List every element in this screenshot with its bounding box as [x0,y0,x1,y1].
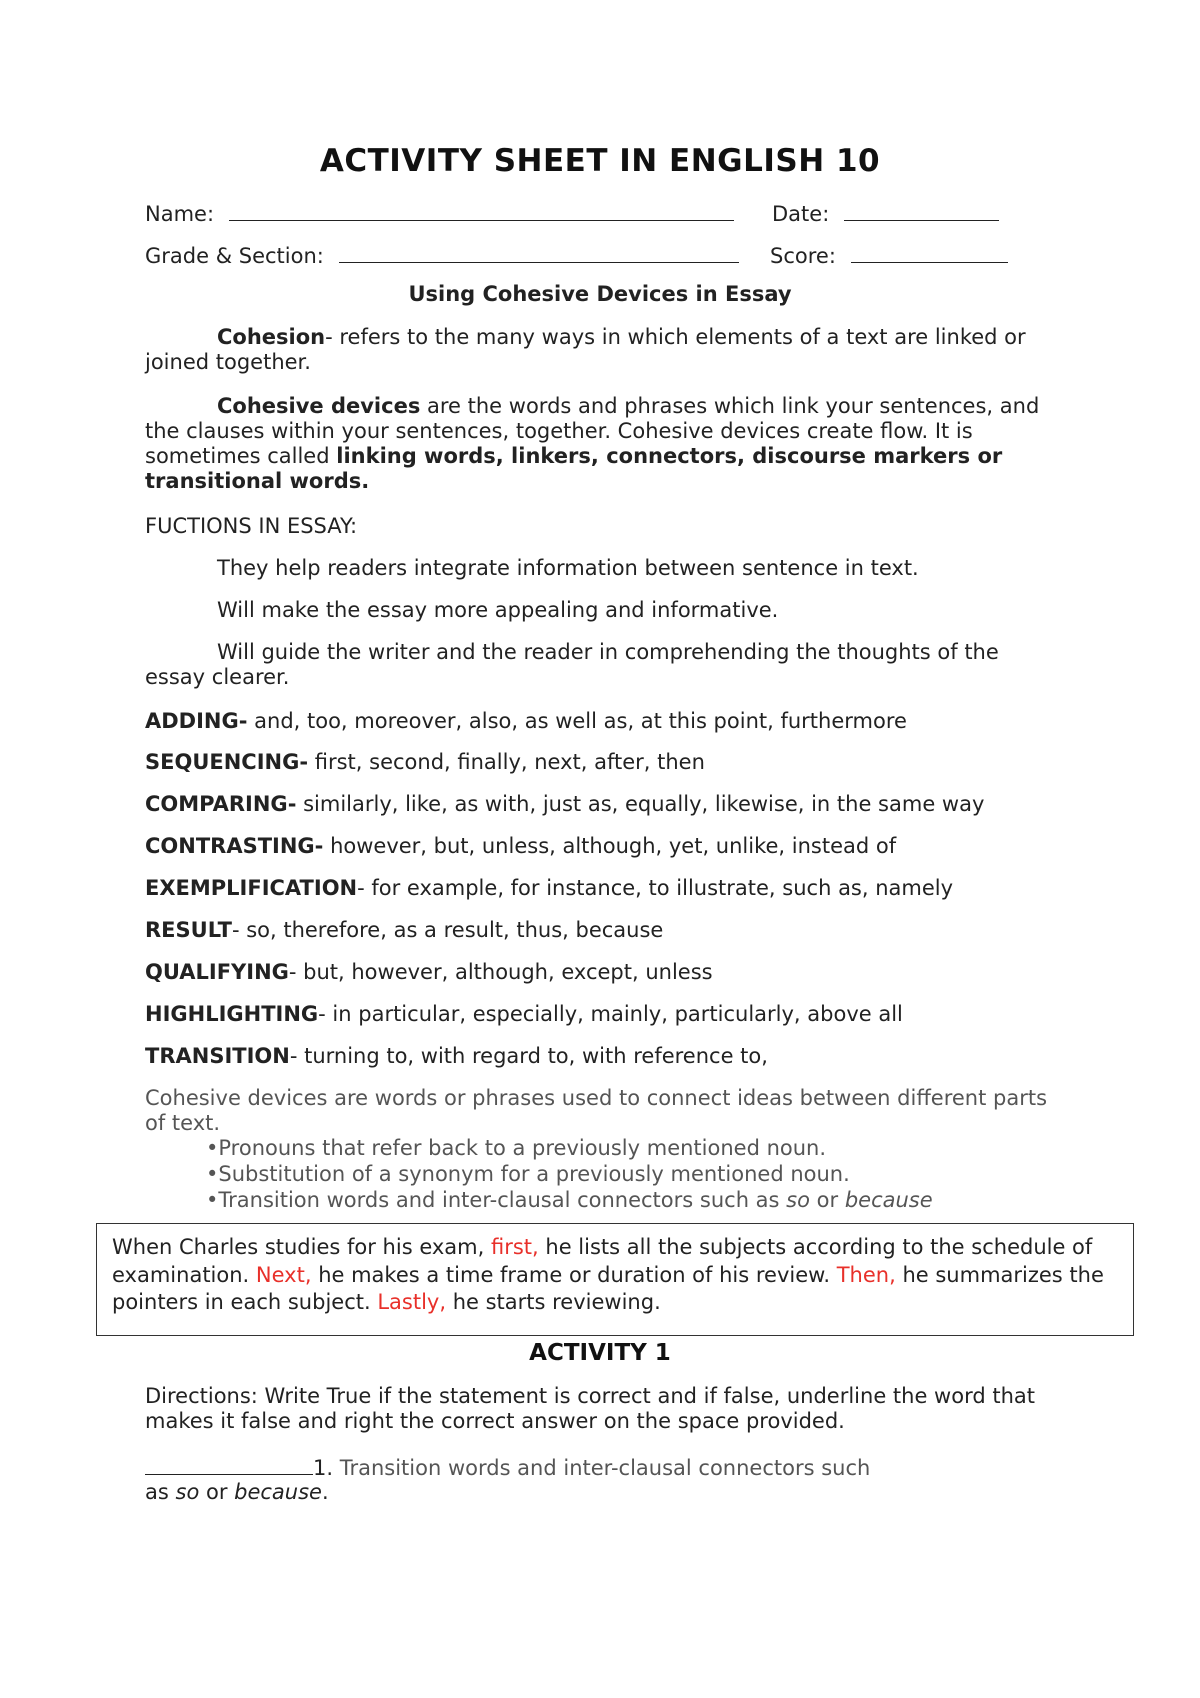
summary-bullet [206,1162,850,1186]
transition-word: Next, [255,1262,312,1287]
score-label: Score: [770,244,836,268]
devices-definition [145,394,1060,494]
section-subtitle: Using Cohesive Devices in Essay [408,282,792,306]
category-words: - for example, for instance, to illustrate, such as, namely [357,876,954,900]
category-transition [145,1044,768,1068]
activity-item-1 [145,1454,870,1480]
grade-section-label: Grade & Section: [145,244,324,268]
category-label: CONTRASTING [145,834,315,858]
summary-bullet [206,1136,826,1160]
transition-word: Then, [836,1262,896,1287]
example-box [96,1223,1134,1336]
category-dash: - [287,792,297,816]
category-dash: - [314,834,324,858]
item-text-because: because [234,1480,322,1504]
category-comparing [145,792,984,816]
category-contrasting [145,834,896,858]
bullet-text: Substitution of a synonym for a previously mentioned noun. [218,1162,850,1186]
cohesion-definition [145,325,1060,375]
activity-heading: ACTIVITY 1 [529,1340,671,1366]
transition-word: first, [490,1235,539,1259]
activity-directions: Directions: Write True if the statement is correct and if false, underline the word that makes it false and right the correct answer on the space provided. [145,1384,1035,1433]
category-adding [145,709,907,733]
bullet-dot: • [206,1136,219,1160]
item-text: Transition words and inter-clausal connectors such [333,1456,871,1480]
transition-word: Lastly, [377,1290,447,1314]
bullet-text-so: so [786,1188,810,1212]
item-text: as [145,1480,176,1504]
example-text: When Charles studies for his exam, [112,1235,491,1259]
name-field [145,200,734,226]
item-text-or: or [199,1480,235,1504]
score-field [770,242,1008,268]
bullet-text-or: or [809,1188,845,1212]
grade-section-field [145,242,739,268]
category-exemplification [145,876,953,900]
bullet-dot: • [206,1162,219,1186]
date-blank[interactable] [844,200,999,221]
category-label: HIGHLIGHTING [145,1002,319,1026]
example-text: he starts reviewing. [446,1290,661,1314]
cohesion-text: - refers to the many ways in which elements of a text are linked or joined together. [145,325,1026,374]
category-label: ADDING [145,709,239,733]
category-qualifying [145,960,713,984]
category-result [145,918,663,942]
category-words: and, too, moreover, also, as well as, at this point, furthermore [247,709,907,733]
example-paragraph [112,1234,1122,1317]
name-blank[interactable] [229,200,734,221]
activity-item-1-continued [145,1480,329,1504]
name-label: Name: [145,202,215,226]
function-item: They help readers integrate information between sentence in text. [217,556,919,580]
page-title: ACTIVITY SHEET IN ENGLISH 10 [319,143,881,179]
category-words: first, second, finally, next, after, then [308,750,705,774]
score-blank[interactable] [851,242,1008,263]
devices-term: Cohesive devices [217,394,421,418]
grade-section-blank[interactable] [339,242,739,263]
bullet-text: Pronouns that refer back to a previously mentioned noun. [218,1136,827,1160]
category-label: COMPARING [145,792,288,816]
bullet-text-because: because [844,1188,933,1212]
example-text: he makes a time frame or duration of his review. [311,1262,837,1287]
date-field [772,200,999,226]
example-text: he lists all the subjects according to the schedule of examination. [112,1235,1093,1287]
example-text: he summarizes the pointers in each subject. [112,1262,1104,1314]
date-label: Date: [772,202,830,226]
category-words: - in particular, especially, mainly, particularly, above all [318,1002,903,1026]
devices-text: are the words and phrases which link your sentences, and the clauses within your sentences, together. Cohesive devices create flow. It is sometimes called [145,394,1040,468]
item-text-so: so [175,1480,200,1504]
category-words: - turning to, with regard to, with reference to, [289,1044,768,1068]
category-dash: - [299,750,309,774]
bullet-text: Transition words and inter-clausal connectors such as [218,1188,787,1212]
answer-blank[interactable] [145,1454,313,1475]
category-words: - so, therefore, as a result, thus, because [231,918,664,942]
category-dash: - [238,709,248,733]
category-words: however, but, unless, although, yet, unlike, instead of [323,834,897,858]
category-label: QUALIFYING [145,960,289,984]
category-label: RESULT [145,918,232,942]
devices-emphasis: linking words, linkers, connectors, discourse markers or transitional words. [145,444,1003,493]
category-label: SEQUENCING [145,750,300,774]
category-words: similarly, like, as with, just as, equally, likewise, in the same way [296,792,985,816]
summary-bullet [206,1188,933,1212]
category-label: EXEMPLIFICATION [145,876,358,900]
bullet-dot: • [206,1188,219,1212]
category-words: - but, however, although, except, unless [288,960,713,984]
category-highlighting [145,1002,903,1026]
function-item: Will make the essay more appealing and informative. [217,598,779,622]
category-label: TRANSITION [145,1044,290,1068]
cohesion-term: Cohesion [217,325,326,349]
summary-intro: Cohesive devices are words or phrases used to connect ideas between different parts of text. [145,1086,1048,1135]
item-text-end: . [321,1480,329,1504]
item-number: 1. [313,1456,334,1480]
functions-heading: FUCTIONS IN ESSAY: [145,514,358,538]
category-sequencing [145,750,705,774]
function-item: Will guide the writer and the reader in comprehending the thoughts of the essay clearer. [145,640,999,689]
